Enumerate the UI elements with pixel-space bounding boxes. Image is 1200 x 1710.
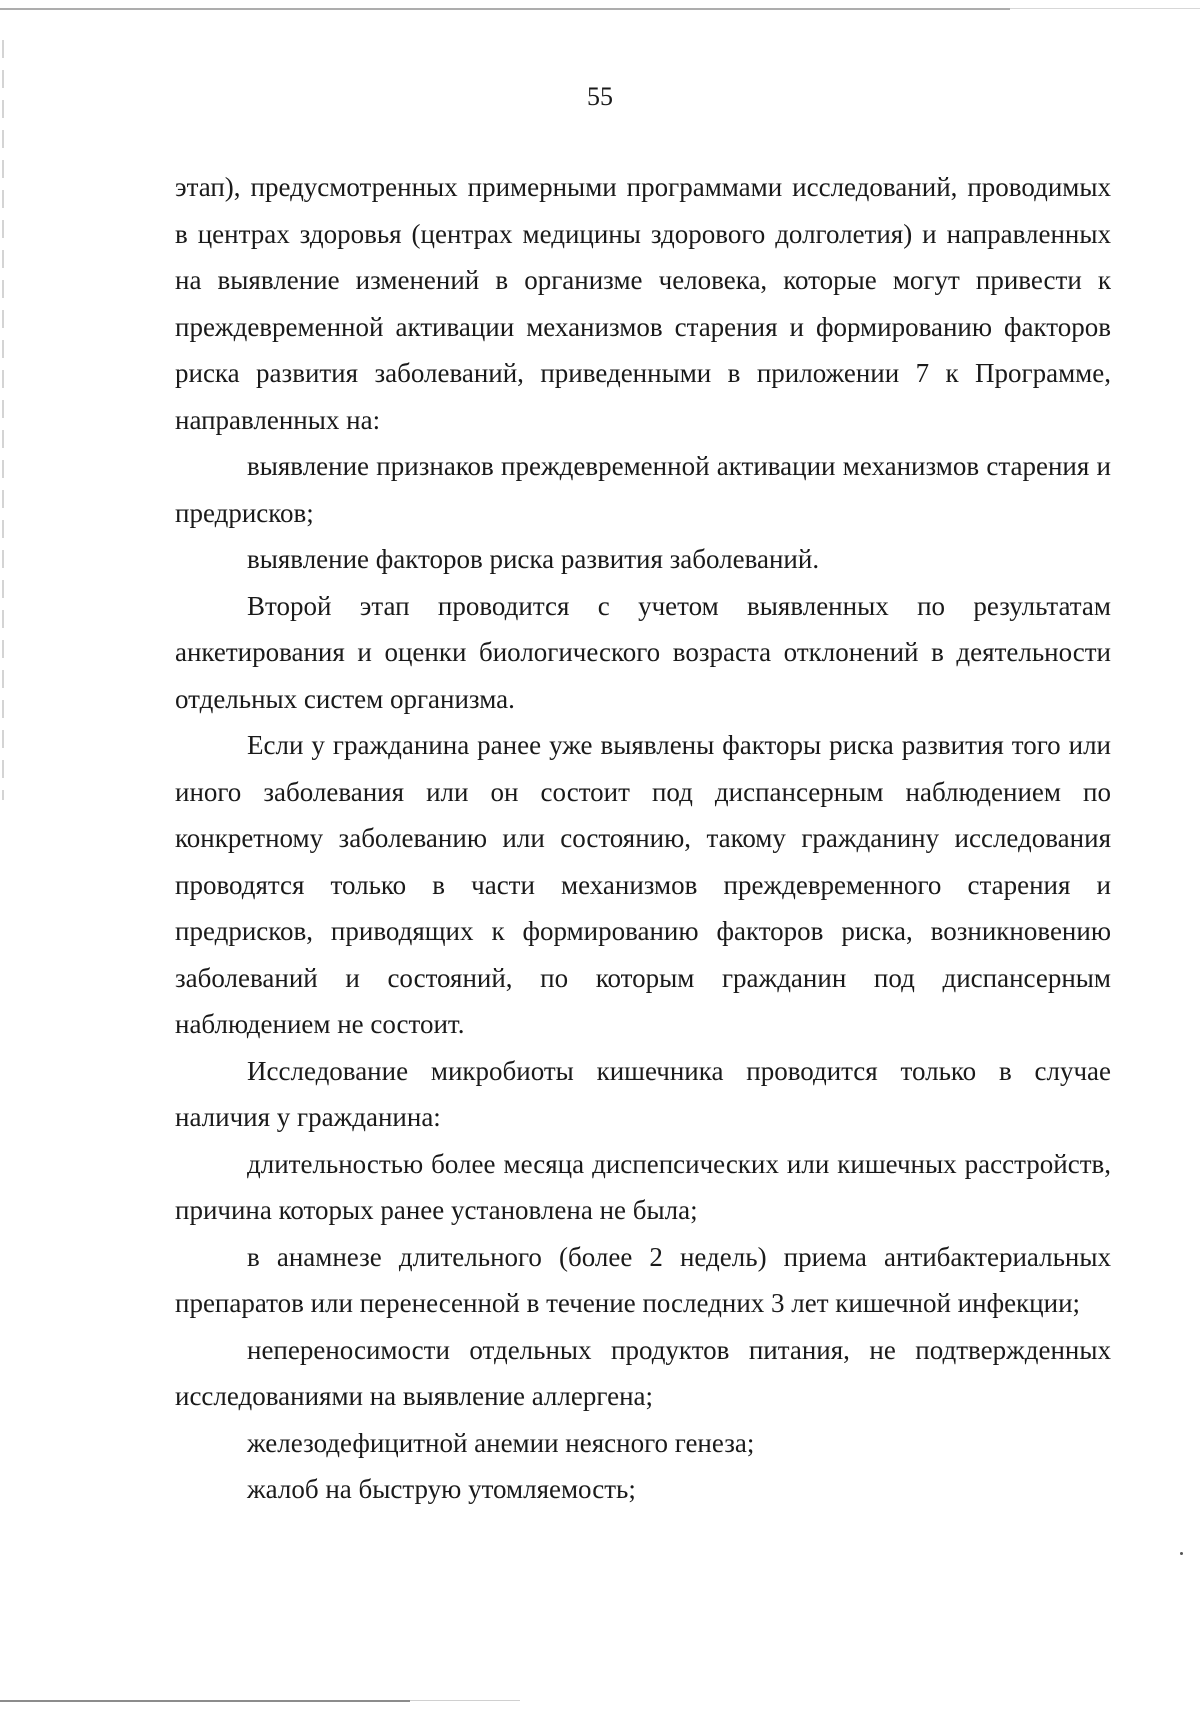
list-item-food-intolerance: непереносимости отдельных продуктов питания, не подтвержденных исследованиями на выявление аллергена; <box>175 1334 1111 1411</box>
scan-edge-bottom <box>0 1700 410 1702</box>
list-item-dyspepsia: длительностью более месяца диспепсических или кишечных расстройств, причина которых ранее установлена не была; <box>175 1148 1111 1225</box>
scan-edge-left <box>2 40 4 800</box>
scan-edge-bottom-faint <box>410 1700 520 1701</box>
paragraph-second-stage: Второй этап проводится с учетом выявленных по результатам анкетирования и оценки биологического возраста отклонений в деятельности отдельных систем организма. <box>175 590 1111 714</box>
body-text <box>175 164 1111 1513</box>
scan-edge-top-faint <box>1010 8 1200 9</box>
paragraph-microbiota: Исследование микробиоты кишечника проводится только в случае наличия у гражданина: <box>175 1055 1111 1132</box>
list-item-antibiotics: в анамнезе длительного (более 2 недель) приема антибактериальных препаратов или перенесенной в течение последних 3 лет кишечной инфекции; <box>175 1241 1111 1318</box>
list-item-fatigue: жалоб на быструю утомляемость; <box>247 1474 636 1504</box>
list-item-signs-of-aging: выявление признаков преждевременной активации механизмов старения и предрисков; <box>175 451 1111 528</box>
list-item-anemia: железодефицитной анемии неясного генеза; <box>247 1427 755 1458</box>
paragraph-dispensary: Если у гражданина ранее уже выявлены факторы риска развития того или иного заболевания или он состоит под диспансерным наблюдением по конкретному заболеванию или состоянию, такому гражданину исследования проводятся только в части механизмов преждевременного старения и предрисков, приводящих к формированию факторов риска, возникновению заболеваний и состояний, по которым гражданин под диспансерным наблюдением не состоит. <box>175 730 1111 1039</box>
scan-edge-top <box>0 8 1010 10</box>
page-number: 55 <box>587 82 613 111</box>
paragraph-continuation: этап), предусмотренных примерными программами исследований, проводимых в центрах здоровья (центрах медицины здорового долголетия) и направленных на выявление изменений в организме человека, которые могут привести к преждевременной активации механизмов старения и формированию факторов риска развития заболеваний, приведенными в приложении 7 к Программе, направленных на: <box>175 172 1111 435</box>
list-item-risk-factors: выявление факторов риска развития заболеваний. <box>247 544 820 574</box>
scan-speck <box>1180 1552 1183 1555</box>
